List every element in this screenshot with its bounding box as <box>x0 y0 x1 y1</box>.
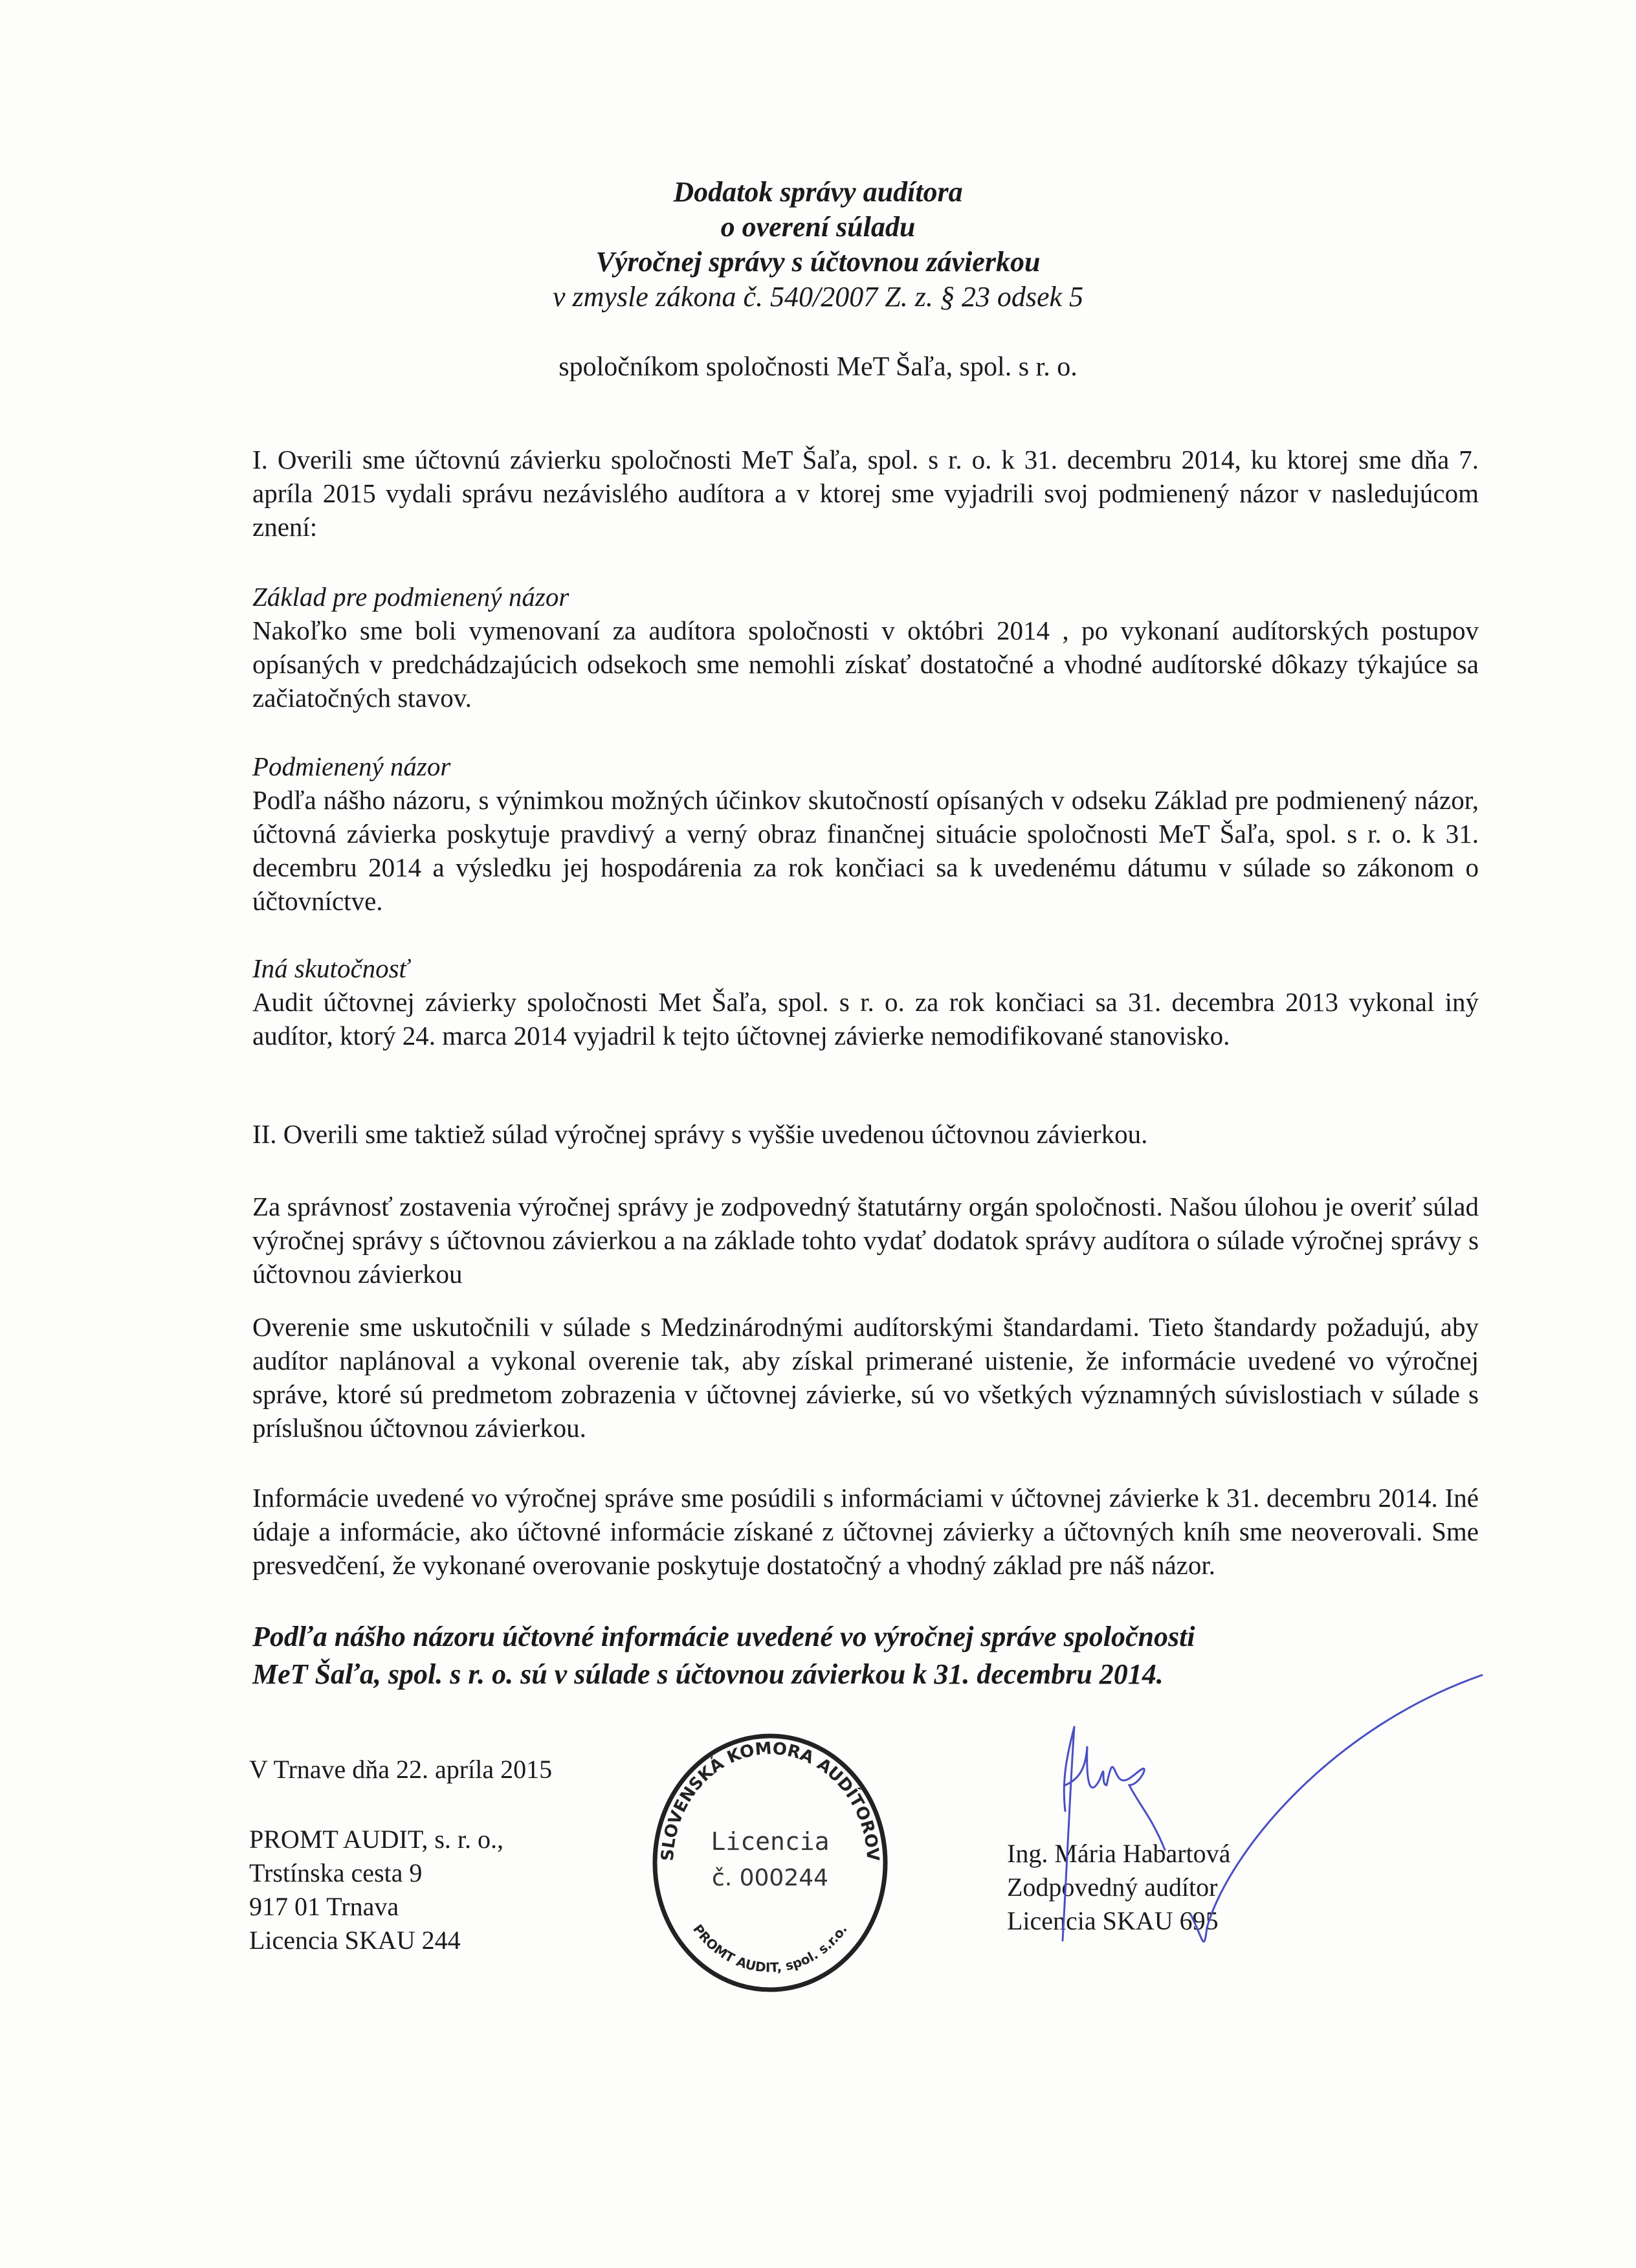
basis-text: Nakoľko sme boli vymenovaní za audítora spoločnosti v októbri 2014 , po vykonaní audítorských postupov opísaných v predchádzajúcich odsekoch sme nemohli získať dostatočné a vhodné audítorské dôkazy týkajúce sa začiatočných stavov. <box>252 616 1479 713</box>
basis-heading: Základ pre podmienený názor <box>252 582 569 612</box>
svg-text:PROMT AUDIT, spol. s.r.o. <box>690 1922 850 1975</box>
section1-intro: I. Overili sme účtovnú závierku spoločnosti MeT Šaľa, spol. s r. o. k 31. decembru 2014, ku ktorej sme dňa 7. apríla 2015 vydali správu nezávislého audítora a v ktorej sme vyjadrili svoj podmienený názor v nasledujúcom znení: <box>252 445 1479 542</box>
place-date: V Trnave dňa 22. apríla 2015 <box>249 1755 553 1784</box>
section2-paragraph-1: Za správnosť zostavenia výročnej správy je zodpovedný štatutárny orgán spoločnosti. Našou úlohou je overiť súlad výročnej správy s účtovnou závierkou a na základe tohto vydať dodatok správy audítora o súlade výročnej správy s účtovnou závierkou <box>252 1192 1479 1289</box>
stamp-outer-top: SLOVENSKÁ KOMORA AUDÍTOROV <box>658 1739 883 1862</box>
title-line-4: v zmysle zákona č. 540/2007 Z. z. § 23 odsek 5 <box>552 281 1083 313</box>
firm-street: Trstínska cesta 9 <box>249 1858 423 1887</box>
official-stamp <box>637 1727 903 1999</box>
stamp-outer-bottom: PROMT AUDIT, spol. s.r.o. <box>690 1921 850 1975</box>
opinion-text: Podľa nášho názoru, s výnimkou možných účinkov skutočností opísaných v odseku Základ pre podmienený názor, účtovná závierka poskytuje pravdivý a verný obraz finančnej situácie spoločnosti MeT Šaľa, spol. s r. o. k 31. decembru 2014 a výsledku jej hospodárenia za rok končiaci sa k uvedenému dátumu v súlade so zákonom o účtovníctve. <box>252 785 1479 916</box>
opinion-heading: Podmienený názor <box>252 751 451 781</box>
conclusion-line-2: MeT Šaľa, spol. s r. o. sú v súlade s účtovnou závierkou k 31. decembru 2014. <box>252 1658 1164 1690</box>
auditor-license: Licencia SKAU 695 <box>1007 1906 1219 1935</box>
section2-intro: II. Overili sme taktiež súlad výročnej správy s vyššie uvedenou účtovnou závierkou. <box>252 1119 1148 1149</box>
auditor-name: Ing. Mária Habartová <box>1007 1839 1231 1868</box>
stamp-center-line-1: Licencia <box>711 1827 830 1856</box>
section2-paragraph-3: Informácie uvedené vo výročnej správe sme posúdili s informáciami v účtovnej závierke k 31. decembru 2014. Iné údaje a informácie, ako účtovné informácie získané z účtovnej závierky a účtovných kníh sme neoverovali. Sme presvedčení, že vykonané overovanie poskytuje dostatočný a vhodný základ pre náš názor. <box>252 1483 1479 1580</box>
document-title <box>0 175 1636 315</box>
title-line-2: o overení súladu <box>720 211 916 243</box>
auditor-role: Zodpovedný audítor <box>1007 1873 1218 1902</box>
handwritten-signature <box>1010 1656 1527 1953</box>
section-opinion <box>252 750 1479 918</box>
section-other-matter <box>252 951 1479 1052</box>
firm-address <box>249 1823 503 1957</box>
other-text: Audit účtovnej závierky spoločnosti Met Šaľa, spol. s r. o. za rok končiaci sa 31. decembra 2013 vykonal iný audítor, ktorý 24. marca 2014 vyjadril k tejto účtovnej závierke nemodifikované stanovisko. <box>252 987 1479 1051</box>
other-heading: Iná skutočnosť <box>252 953 409 983</box>
salutation: spoločníkom spoločnosti MeT Šaľa, spol. s r. o. <box>558 352 1078 382</box>
firm-license: Licencia SKAU 244 <box>249 1926 461 1955</box>
stamp-center-line-2: č. 000244 <box>711 1865 829 1891</box>
conclusion-line-1: Podľa nášho názoru účtovné informácie uvedené vo výročnej správe spoločnosti <box>252 1621 1195 1652</box>
section2-paragraph-2: Overenie sme uskutočnili v súlade s Medzinárodnými audítorskými štandardami. Tieto štandardy požadujú, aby audítor naplánoval a vykonal overenie tak, aby získal primerané uistenie, že informácie uvedené vo výročnej správe, ktoré sú predmetom zobrazenia v účtovnej závierke, sú vo všetkých významných súvislostiach v súlade s príslušnou účtovnou závierkou. <box>252 1312 1479 1443</box>
title-line-1: Dodatok správy audítora <box>673 176 963 208</box>
firm-name: PROMT AUDIT, s. r. o., <box>249 1825 504 1854</box>
signature-area <box>0 1739 1636 2051</box>
section-basis <box>252 580 1479 715</box>
firm-city: 917 01 Trnava <box>249 1892 399 1921</box>
title-line-3: Výročnej správy s účtovnou závierkou <box>595 246 1041 278</box>
